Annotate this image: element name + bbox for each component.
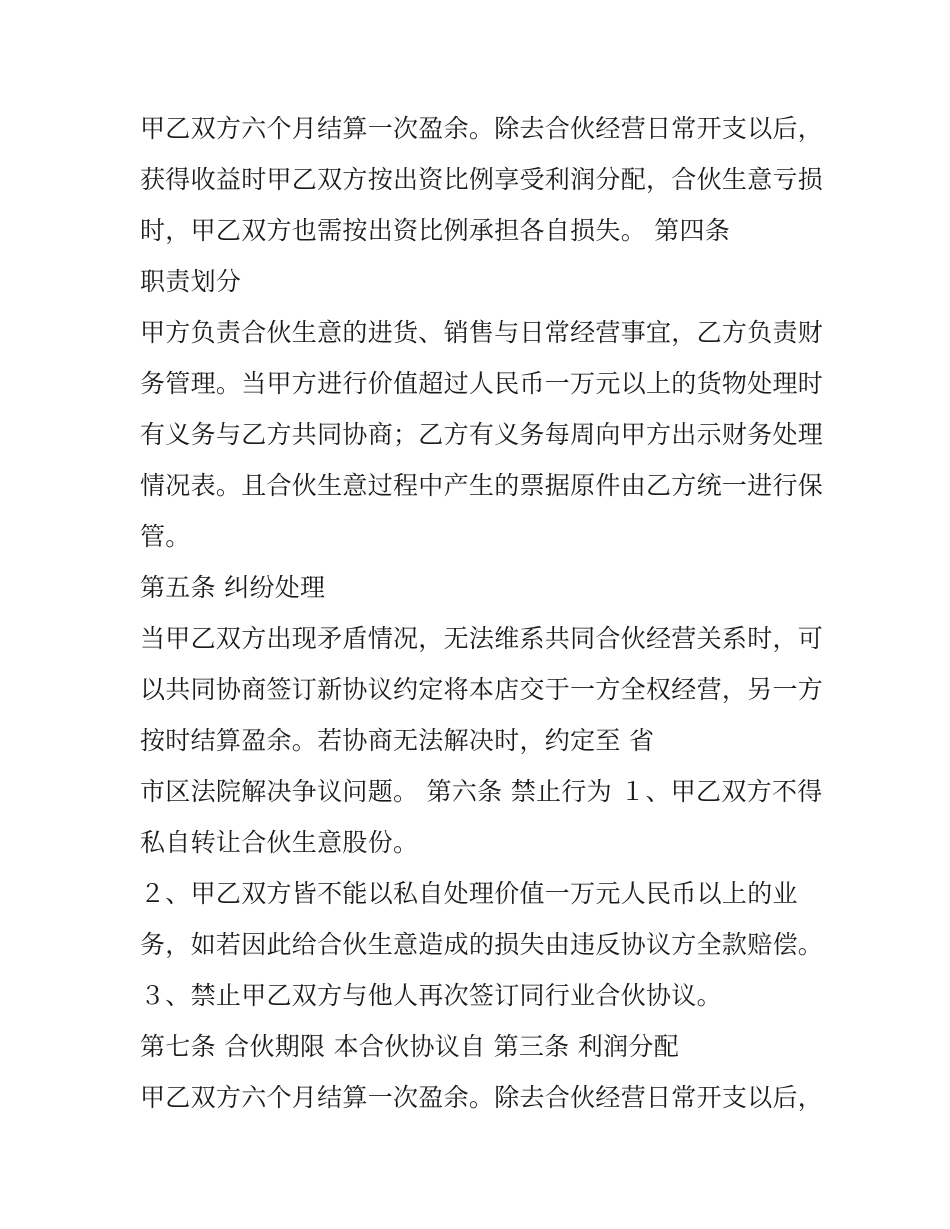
section-heading: 第七条 合伙期限 本合伙协议自 第三条 利润分配 — [140, 1032, 679, 1061]
text-line: 按时结算盈余。若协商无法解决时，约定至 省 — [140, 726, 655, 755]
list-item: ３、禁止甲乙双方与他人再次签订同行业合伙协议。 — [140, 981, 722, 1010]
text-line: 务，如若因此给合伙生意造成的损失由违反协议方全款赔偿。 — [140, 930, 824, 959]
list-item: ２、甲乙双方皆不能以私自处理价值一万元人民币以上的业 — [140, 879, 798, 908]
text-line: 以共同协商签订新协议约定将本店交于一方全权经营，另一方 — [140, 675, 824, 704]
text-line: 当甲乙双方出现矛盾情况，无法维系共同合伙经营关系时，可 — [140, 624, 824, 653]
text-line: 甲方负责合伙生意的进货、销售与日常经营事宜，乙方负责财 — [140, 318, 824, 347]
section-heading: 第五条 纠纷处理 — [140, 573, 326, 602]
text-line: 市区法院解决争议问题。 第六条 禁止行为 １、甲乙双方不得 — [140, 777, 823, 806]
text-line: 甲乙双方六个月结算一次盈余。除去合伙经营日常开支以后， — [140, 114, 824, 143]
section-heading: 职责划分 — [140, 267, 242, 296]
text-line: 有义务与乙方共同协商；乙方有义务每周向甲方出示财务处理 — [140, 420, 824, 449]
text-line: 情况表。且合伙生意过程中产生的票据原件由乙方统一进行保 — [140, 471, 824, 500]
text-line: 管。 — [140, 522, 191, 551]
text-line: 时，甲乙双方也需按出资比例承担各自损失。 第四条 — [140, 216, 731, 245]
text-line: 甲乙双方六个月结算一次盈余。除去合伙经营日常开支以后， — [140, 1083, 824, 1112]
text-line: 务管理。当甲方进行价值超过人民币一万元以上的货物处理时 — [140, 369, 824, 398]
text-line: 私自转让合伙生意股份。 — [140, 828, 419, 857]
text-line: 获得收益时甲乙双方按出资比例享受利润分配，合伙生意亏损 — [140, 165, 824, 194]
